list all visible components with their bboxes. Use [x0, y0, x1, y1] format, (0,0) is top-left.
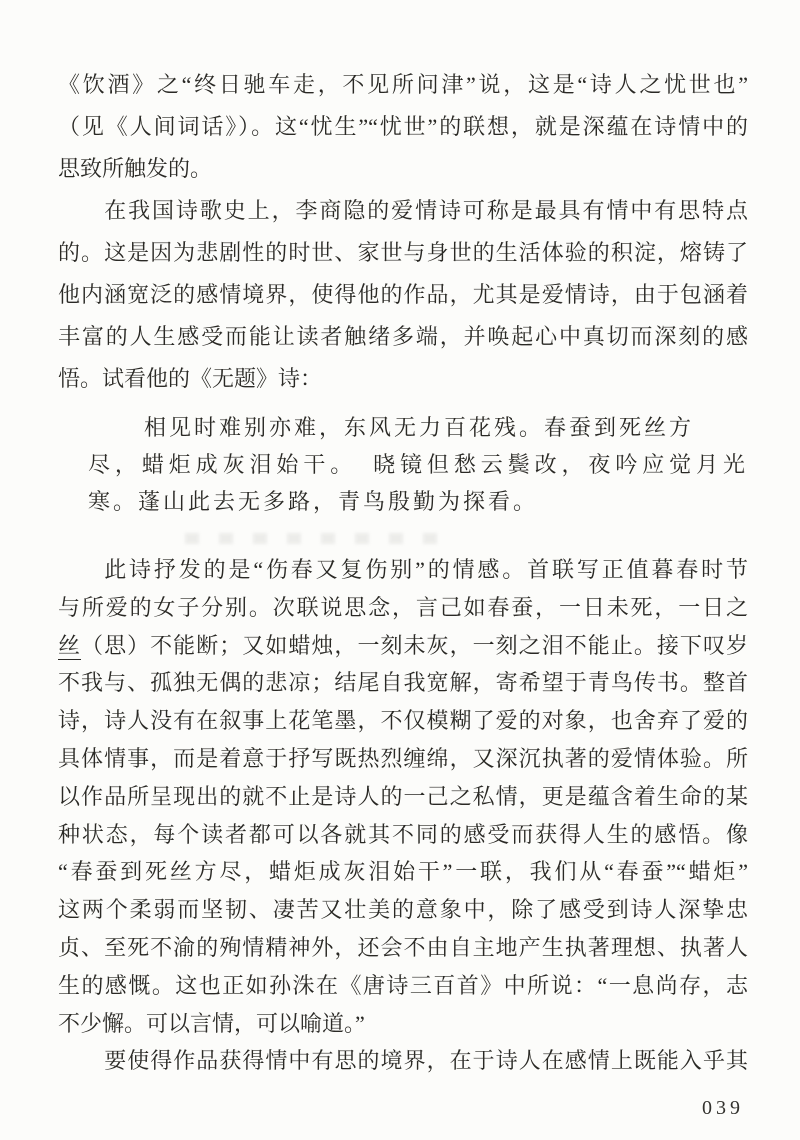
- poem-line: 尽，蜡炬成灰泪始干。 晓镜但愁云鬓改，夜吟应觉月光: [88, 452, 748, 477]
- body-text-segment: （思）不能断；又如蜡烛，一刻未灰，一刻之泪不能止。接下叹岁: [81, 632, 748, 658]
- body-text-line: 生的感慨。这也正如孙洙在《唐诗三百首》中所说：“一息尚存，志: [58, 972, 748, 998]
- body-text-line: 这两个柔弱而坚韧、凄苦又壮美的意象中，除了感受到诗人深挚忠: [58, 897, 748, 923]
- body-text-line: 与所爱的女子分别。次联说思念，言己如春蚕，一日未死，一日之: [58, 594, 748, 620]
- body-text-line-emphasis: [58, 627, 748, 665]
- body-text-line: 不我与、孤独无偶的悲凉；结尾自我宽解，寄希望于青鸟传书。整首: [58, 670, 748, 696]
- body-text-line: 具体情事，而是着意于抒写既热烈缠绵，又深沉执著的爱情体验。所: [58, 745, 748, 771]
- body-text-line: 贞、至死不渝的殉情精神外，还会不由自主地产生执著理想、执著人: [58, 934, 748, 960]
- body-text-line: 要使得作品获得情中有思的境界，在于诗人在感情上既能入乎其: [104, 1048, 748, 1074]
- body-text-line: 他内涵宽泛的感情境界，使得他的作品，尤其是爱情诗，由于包涵着: [58, 282, 748, 307]
- paragraph-li-shangyin: [58, 190, 748, 400]
- page-number: 039: [702, 1097, 744, 1119]
- poem-quote-wuti: [58, 409, 748, 520]
- body-text-line: 悟。试看他的《无题》诗：: [58, 366, 323, 391]
- poem-line: 寒。蓬山此去无多路，青鸟殷勤为探看。: [88, 489, 539, 514]
- body-text-line: 以作品所呈现出的就不止是诗人的一己之私情，更是蕴含着生命的某: [58, 783, 748, 809]
- body-text-line: 不少懈。可以言情，可以喻道。”: [58, 1010, 365, 1036]
- paragraph-intro: [58, 64, 748, 190]
- paragraph-analysis: [58, 551, 748, 1042]
- body-text-line: 诗，诗人没有在叙事上花笔墨，不仅模糊了爱的对象，也舍弃了爱的: [58, 708, 748, 734]
- body-text-line: （见《人间词话》）。这“忧生”“忧世”的联想，就是深蕴在诗情中的: [58, 114, 748, 139]
- emphasis-underlined-char: 丝: [58, 632, 82, 658]
- body-text-line: 丰富的人生感受而能让读者触绪多端，并唤起心中真切而深刻的感: [58, 324, 748, 349]
- poem-line: 相见时难别亦难，东风无力百花残。春蚕到死丝方: [144, 415, 695, 440]
- body-text-line: “春蚕到死丝方尽，蜡炬成灰泪始干”一联，我们从“春蚕”“蜡炬”: [58, 859, 748, 885]
- body-text-line: 《饮酒》之“终日驰车走，不见所问津”说，这是“诗人之忧世也”: [58, 72, 748, 97]
- body-text-line: 的。这是因为悲剧性的时世、家世与身世的生活体验的积淀，熔铸了: [58, 240, 748, 265]
- paragraph-closing: [58, 1042, 748, 1080]
- body-text-line: 此诗抒发的是“伤春又复伤别”的情感。首联写正值暮春时节: [104, 557, 748, 582]
- body-text-line: 种状态，每个读者都可以各就其不同的感受而获得人生的感悟。像: [58, 821, 748, 847]
- body-text-line: 在我国诗歌史上，李商隐的爱情诗可称是最具有情中有思特点: [104, 198, 748, 223]
- text-column: [58, 64, 748, 1080]
- body-text-line: 思致所触发的。: [58, 156, 213, 181]
